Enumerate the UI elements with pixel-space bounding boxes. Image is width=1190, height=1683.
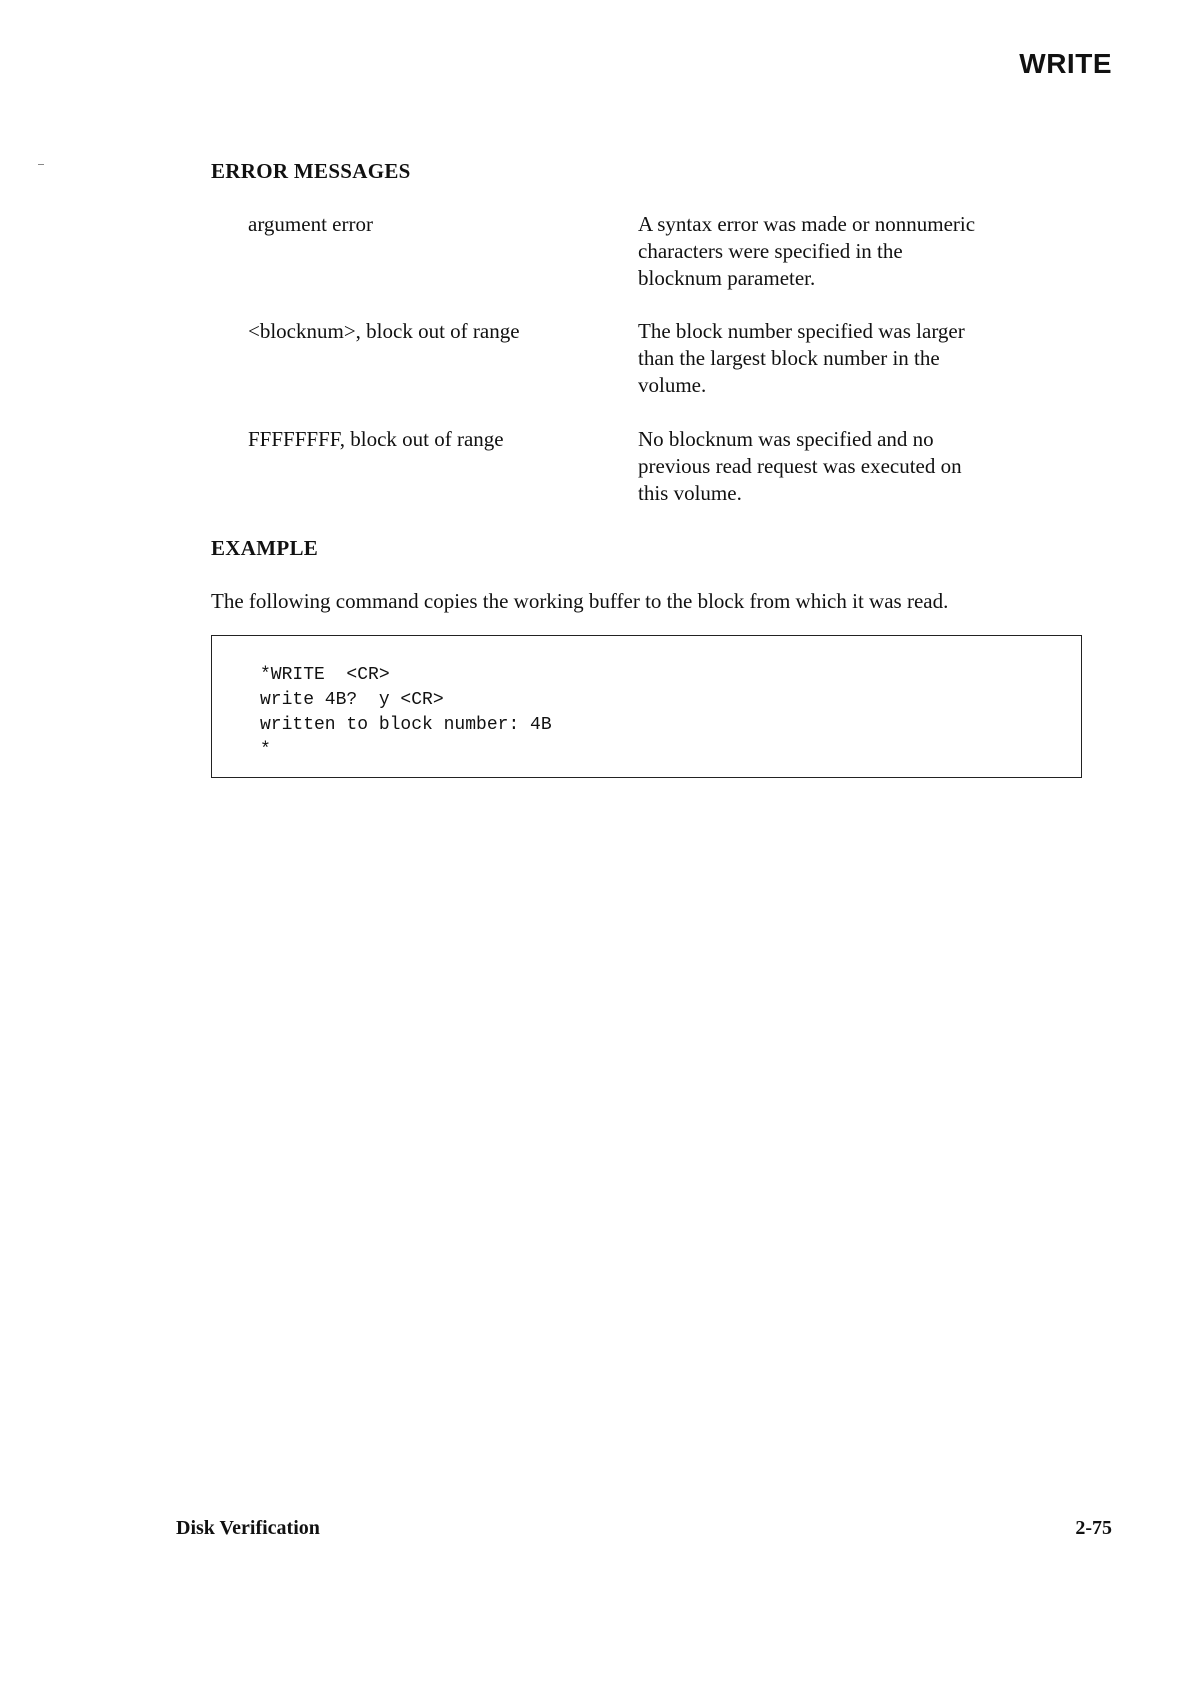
page-number: 2-75	[1075, 1517, 1112, 1539]
error-description	[638, 211, 1058, 292]
example-heading: EXAMPLE	[211, 536, 319, 560]
description-line: A syntax error was made or nonnumeric	[638, 212, 976, 236]
description-line: volume.	[638, 373, 707, 397]
page-title: WRITE	[1019, 48, 1112, 79]
description-line: this volume.	[638, 481, 742, 505]
error-description	[638, 426, 1058, 507]
example-intro: The following command copies the working buffer to the block from which it was read.	[211, 589, 949, 613]
description-line: characters were specified in the	[638, 239, 903, 263]
description-line: previous read request was executed on	[638, 454, 962, 478]
error-description	[638, 318, 1058, 399]
description-line: than the largest block number in the	[638, 346, 940, 370]
code-line: *WRITE <CR>	[260, 665, 390, 685]
code-line: written to block number: 4B	[260, 715, 552, 735]
description-line: The block number specified was larger	[638, 319, 965, 343]
description-line: No blocknum was specified and no	[638, 427, 934, 451]
margin-mark	[38, 164, 44, 165]
code-example-box	[211, 635, 1082, 778]
error-message: FFFFFFFF, block out of range	[248, 427, 504, 451]
footer-section-title: Disk Verification	[176, 1517, 320, 1539]
error-message: <blocknum>, block out of range	[248, 319, 520, 343]
description-line: blocknum parameter.	[638, 266, 816, 290]
code-line: *	[260, 740, 271, 760]
error-message: argument error	[248, 212, 373, 236]
code-line: write 4B? y <CR>	[260, 690, 444, 710]
error-messages-heading: ERROR MESSAGES	[211, 159, 411, 183]
